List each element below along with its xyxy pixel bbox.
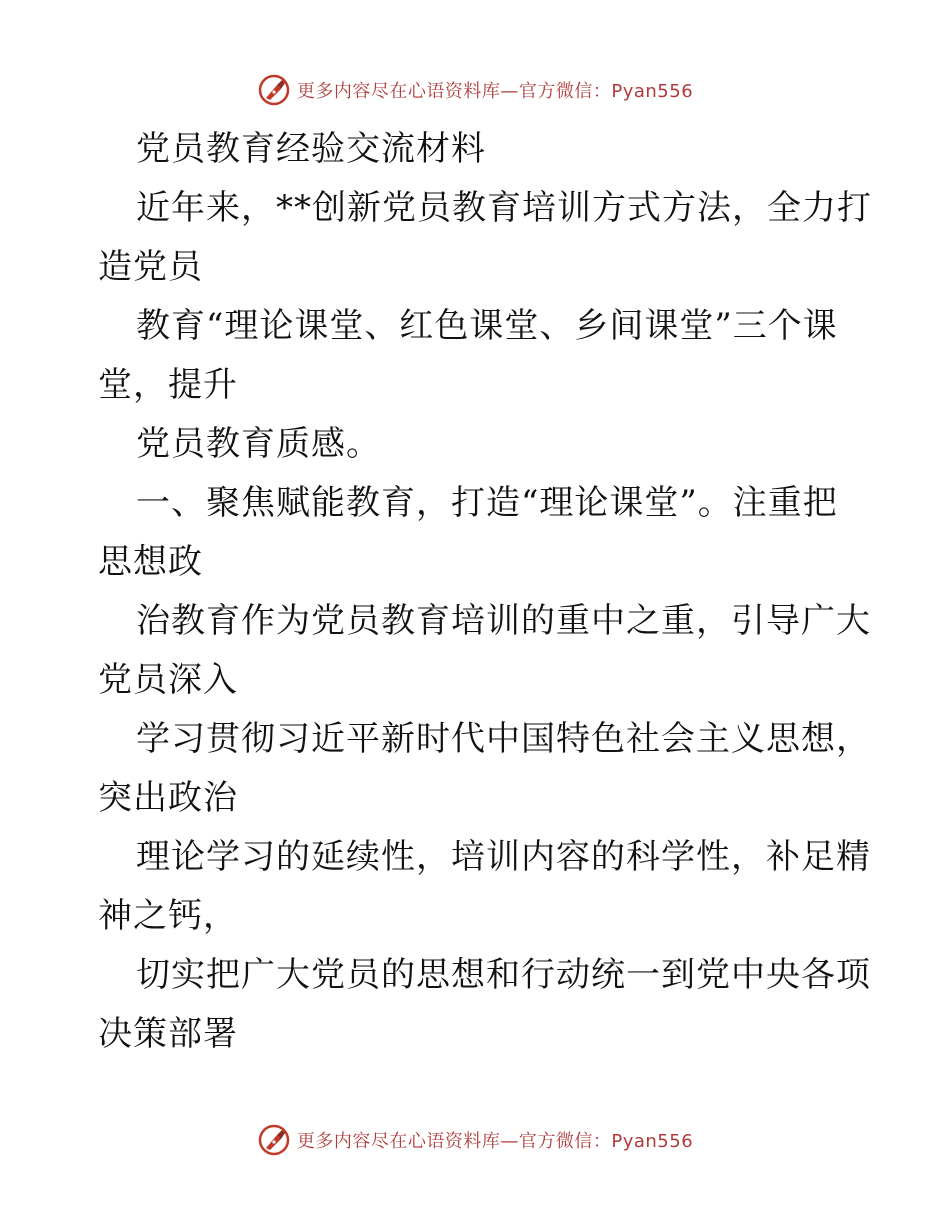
paragraph-line: 教育“理论课堂、红色课堂、乡间课堂”三个课 xyxy=(136,306,838,346)
header-banner-content xyxy=(257,73,693,107)
section-heading-line: 一、聚焦赋能教育，打造“理论课堂”。注重把 xyxy=(136,483,838,523)
paragraph-line: 堂，提升 xyxy=(98,365,238,405)
footer-banner-text: 更多内容尽在心语资料库—官方微信：Pyan556 xyxy=(296,1131,694,1152)
paragraph-line: 学习贯彻习近平新时代中国特色社会主义思想， xyxy=(136,719,871,759)
paragraph-line: 理论学习的延续性，培训内容的科学性，补足精 xyxy=(136,837,871,877)
footer-banner xyxy=(0,1120,950,1160)
pen-nib-logo-icon xyxy=(257,1123,291,1157)
paragraph-line: 神之钙， xyxy=(98,896,238,936)
footer-banner-content xyxy=(257,1123,693,1157)
paragraph-line: 思想政 xyxy=(98,542,203,582)
paragraph-line: 决策部署 xyxy=(98,1014,238,1054)
paragraph-line: 党员深入 xyxy=(98,660,238,700)
header-banner-text: 更多内容尽在心语资料库—官方微信：Pyan556 xyxy=(296,81,694,102)
document-body xyxy=(98,120,872,1064)
paragraph-line: 治教育作为党员教育培训的重中之重，引导广大 xyxy=(136,601,871,641)
header-banner xyxy=(0,70,950,110)
document-title: 党员教育经验交流材料 xyxy=(136,129,486,169)
paragraph-line: 近年来，**创新党员教育培训方式方法，全力打 xyxy=(136,188,872,228)
paragraph-line: 切实把广大党员的思想和行动统一到党中央各项 xyxy=(136,955,871,995)
paragraph-line: 造党员 xyxy=(98,247,203,287)
paragraph-line: 突出政治 xyxy=(98,778,238,818)
paragraph-line: 党员教育质感。 xyxy=(136,424,381,464)
pen-nib-logo-icon xyxy=(257,73,291,107)
